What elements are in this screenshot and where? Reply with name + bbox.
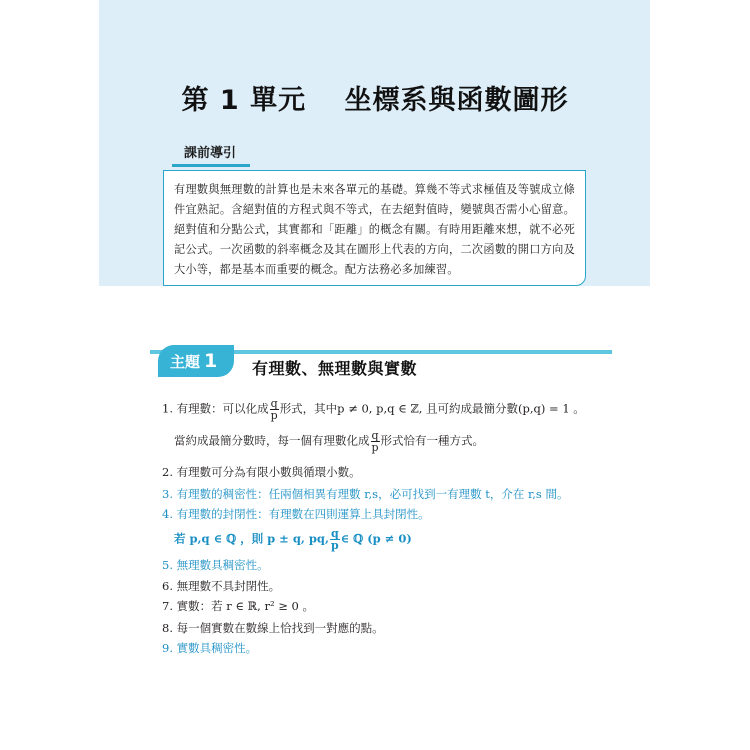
- list-item-4-formula-pre: 若 p,q ∈ ℚ ，則 p ± q, pq,: [174, 531, 329, 546]
- list-item-1-note-post: 形式恰有一種方式。: [380, 433, 485, 448]
- list-item-1-post: 形式，其中p ≠ 0, p,q ∈ ℤ, 且可約成最簡分數(p,q) = 1 。: [279, 401, 585, 416]
- list-item-4-formula-post: ∈ ℚ (p ≠ 0): [340, 531, 412, 546]
- list-item-6: 6. 無理數不具封閉性。: [162, 579, 281, 593]
- intro-box: 有理數與無理數的計算也是未來各單元的基礎。算幾不等式求極值及等號成立條件宜熟記。含絕對值的方程式與不等式，在去絕對值時，變號與否需小心留意。絕對值和分點公式，其實都和「距離」的概念有關。有時用距離來想，就不必死記公式。一次函數的斜率概念及其在圖形上代表的方向，二次函數的開口方向及大小等，都是基本而重要的概念。配方法務必多加練習。: [163, 170, 586, 286]
- topic-badge-label: 主題: [170, 353, 201, 371]
- list-item-8: 8. 每一個實數在數線上恰找到一對應的點。: [162, 621, 384, 635]
- fraction-denominator: p: [270, 409, 278, 422]
- fraction-q-over-p: [330, 528, 340, 551]
- list-item-3: 3. 有理數的稠密性：任兩個相異有理數 r,s，必可找到一有理數 t，介在 r,s 間。: [162, 487, 569, 501]
- list-item-4-formula: [174, 528, 412, 551]
- fraction-q-over-p: [270, 398, 279, 421]
- intro-tab-underline: [172, 164, 250, 167]
- unit-title: 第 1 單元 坐標系與函數圖形: [181, 85, 569, 116]
- fraction-numerator: q: [270, 397, 278, 410]
- topic-badge: [158, 345, 234, 377]
- topic-badge-number: 1: [204, 350, 218, 372]
- fraction-numerator: q: [371, 429, 379, 442]
- topic-title: 有理數、無理數與實數: [252, 359, 418, 378]
- fraction-q-over-p: [371, 430, 380, 453]
- fraction-numerator: q: [330, 527, 339, 540]
- list-item-1: [162, 398, 585, 421]
- list-item-1-note: [174, 430, 484, 453]
- fraction-denominator: p: [371, 441, 379, 454]
- list-item-5: 5. 無理數具稠密性。: [162, 558, 269, 572]
- intro-tab: 課前導引: [184, 146, 237, 161]
- list-item-2: 2. 有理數可分為有限小數與循環小數。: [162, 465, 361, 479]
- list-item-1-note-pre: 當約成最簡分數時，每一個有理數化成: [174, 433, 370, 448]
- list-item-9: 9. 實數具稠密性。: [162, 641, 258, 655]
- list-item-7: 7. 實數：若 r ∈ ℝ, r² ≥ 0 。: [162, 599, 314, 613]
- list-item-1-pre: 1. 有理數：可以化成: [162, 401, 269, 416]
- fraction-denominator: p: [330, 539, 339, 552]
- list-item-4: 4. 有理數的封閉性：有理數在四則運算上具封閉性。: [162, 507, 430, 521]
